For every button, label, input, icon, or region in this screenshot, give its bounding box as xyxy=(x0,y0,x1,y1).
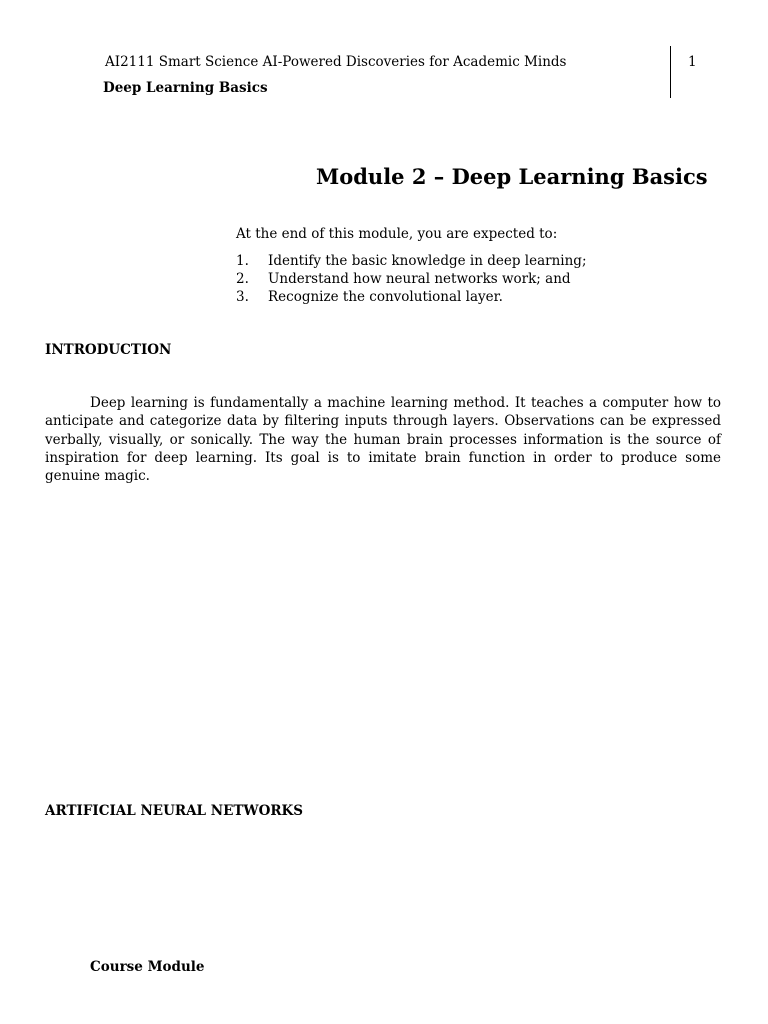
objectives-intro: At the end of this module, you are expected to: xyxy=(236,226,558,242)
objective-item xyxy=(236,252,587,270)
objective-number: 1. xyxy=(236,253,249,269)
objective-item xyxy=(236,270,587,288)
objective-text: Recognize the convolutional layer. xyxy=(268,289,503,305)
objective-text: Understand how neural networks work; and xyxy=(268,271,571,287)
introduction-heading: INTRODUCTION xyxy=(45,342,172,358)
module-title: Module 2 – Deep Learning Basics xyxy=(316,164,708,189)
objective-number: 2. xyxy=(236,271,249,287)
objective-item xyxy=(236,288,587,306)
header-course-title: AI2111 Smart Science AI-Powered Discoveries for Academic Minds xyxy=(105,54,567,70)
objective-number: 3. xyxy=(236,289,249,305)
objectives-list xyxy=(236,252,587,306)
page-number: 1 xyxy=(688,54,697,70)
introduction-paragraph: Deep learning is fundamentally a machine learning method. It teaches a computer how to anticipate and categorize data by filtering inputs through layers. Observations can be expressed verbally, visually, or sonically. The way the human brain processes information is the source of inspiration for deep learning. Its goal is to imitate brain function in order to produce some genuine magic. xyxy=(45,395,721,485)
footer-course-module: Course Module xyxy=(90,959,205,975)
objective-text: Identify the basic knowledge in deep learning; xyxy=(268,253,587,269)
header-subtitle: Deep Learning Basics xyxy=(103,80,268,96)
ann-heading: ARTIFICIAL NEURAL NETWORKS xyxy=(45,803,304,819)
header-divider xyxy=(670,46,671,98)
